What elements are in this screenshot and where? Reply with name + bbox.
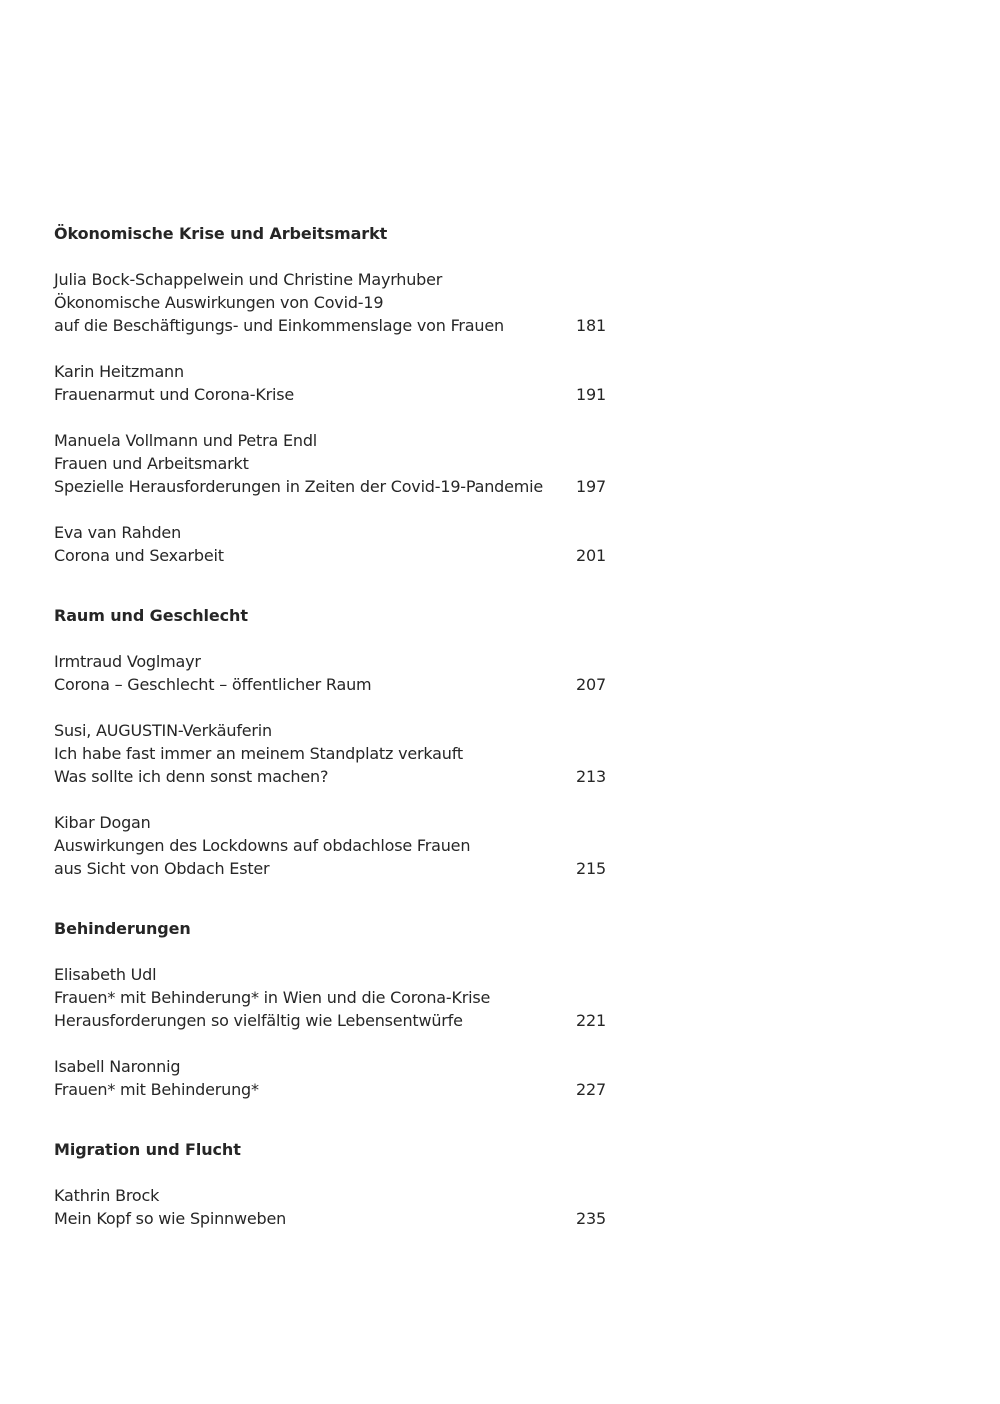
entry-title: Ich habe fast immer an meinem Standplatz verkauft <box>54 744 463 763</box>
toc-section <box>54 604 606 880</box>
toc-entry[interactable] <box>54 1055 606 1101</box>
toc-entry[interactable] <box>54 811 606 880</box>
section-title: Migration und Flucht <box>54 1140 241 1159</box>
page-number: 201 <box>576 546 606 565</box>
entry-title-text: Frauen* mit Behinderung* <box>54 1080 259 1099</box>
entry-title <box>54 1009 606 1032</box>
entry-author: Elisabeth Udl <box>54 965 157 984</box>
entry-author: Kathrin Brock <box>54 1186 160 1205</box>
entry-title: Auswirkungen des Lockdowns auf obdachlose Frauen <box>54 836 471 855</box>
entry-title-text: Mein Kopf so wie Spinnweben <box>54 1209 287 1228</box>
entry-title-text: Herausforderungen so vielfältig wie Lebensentwürfe <box>54 1011 463 1030</box>
toc-entry[interactable] <box>54 521 606 567</box>
section-title: Ökonomische Krise und Arbeitsmarkt <box>54 224 388 243</box>
entry-title <box>54 673 606 696</box>
page-number: 235 <box>576 1209 606 1228</box>
entry-author: Julia Bock-Schappelwein und Christine Mayrhuber <box>54 270 443 289</box>
entry-title <box>54 857 606 880</box>
toc-section <box>54 1138 606 1230</box>
toc-entry[interactable] <box>54 360 606 406</box>
section-title: Raum und Geschlecht <box>54 606 248 625</box>
page-number: 221 <box>576 1011 606 1030</box>
entry-author: Karin Heitzmann <box>54 362 184 381</box>
toc-entry[interactable] <box>54 1184 606 1230</box>
toc-section <box>54 222 606 567</box>
toc-entry[interactable] <box>54 650 606 696</box>
entry-title-text: Corona – Geschlecht – öffentlicher Raum <box>54 675 372 694</box>
entry-title-text: Spezielle Herausforderungen in Zeiten der Covid-19-Pandemie <box>54 477 544 496</box>
section-title: Behinderungen <box>54 919 191 938</box>
toc-entry[interactable] <box>54 268 606 337</box>
entry-author: Susi, AUGUSTIN-Verkäuferin <box>54 721 272 740</box>
entry-author: Isabell Naronnig <box>54 1057 181 1076</box>
entry-title <box>54 314 606 337</box>
entry-title: Ökonomische Auswirkungen von Covid-19 <box>54 293 384 312</box>
entry-title-text: Corona und Sexarbeit <box>54 546 224 565</box>
page-number: 197 <box>576 477 606 496</box>
entry-author: Irmtraud Voglmayr <box>54 652 201 671</box>
toc-entry[interactable] <box>54 429 606 498</box>
page-number: 213 <box>576 767 606 786</box>
entry-author: Manuela Vollmann und Petra Endl <box>54 431 318 450</box>
entry-author: Kibar Dogan <box>54 813 151 832</box>
entry-title-text: auf die Beschäftigungs- und Einkommenslage von Frauen <box>54 316 504 335</box>
entry-title-text: aus Sicht von Obdach Ester <box>54 859 270 878</box>
page-number: 215 <box>576 859 606 878</box>
page-number: 227 <box>576 1080 606 1099</box>
toc-entry[interactable] <box>54 963 606 1032</box>
entry-title: Frauen* mit Behinderung* in Wien und die Corona-Krise <box>54 988 491 1007</box>
entry-title <box>54 1207 606 1230</box>
entry-author: Eva van Rahden <box>54 523 182 542</box>
entry-title <box>54 383 606 406</box>
entry-title <box>54 544 606 567</box>
table-of-contents <box>54 222 606 1230</box>
entry-title <box>54 1078 606 1101</box>
entry-title-text: Was sollte ich denn sonst machen? <box>54 767 329 786</box>
toc-entry[interactable] <box>54 719 606 788</box>
entry-title <box>54 765 606 788</box>
entry-title: Frauen und Arbeitsmarkt <box>54 454 249 473</box>
toc-section <box>54 917 606 1101</box>
page-number: 207 <box>576 675 606 694</box>
page-number: 181 <box>576 316 606 335</box>
page-number: 191 <box>576 385 606 404</box>
entry-title <box>54 475 606 498</box>
entry-title-text: Frauenarmut und Corona-Krise <box>54 385 295 404</box>
